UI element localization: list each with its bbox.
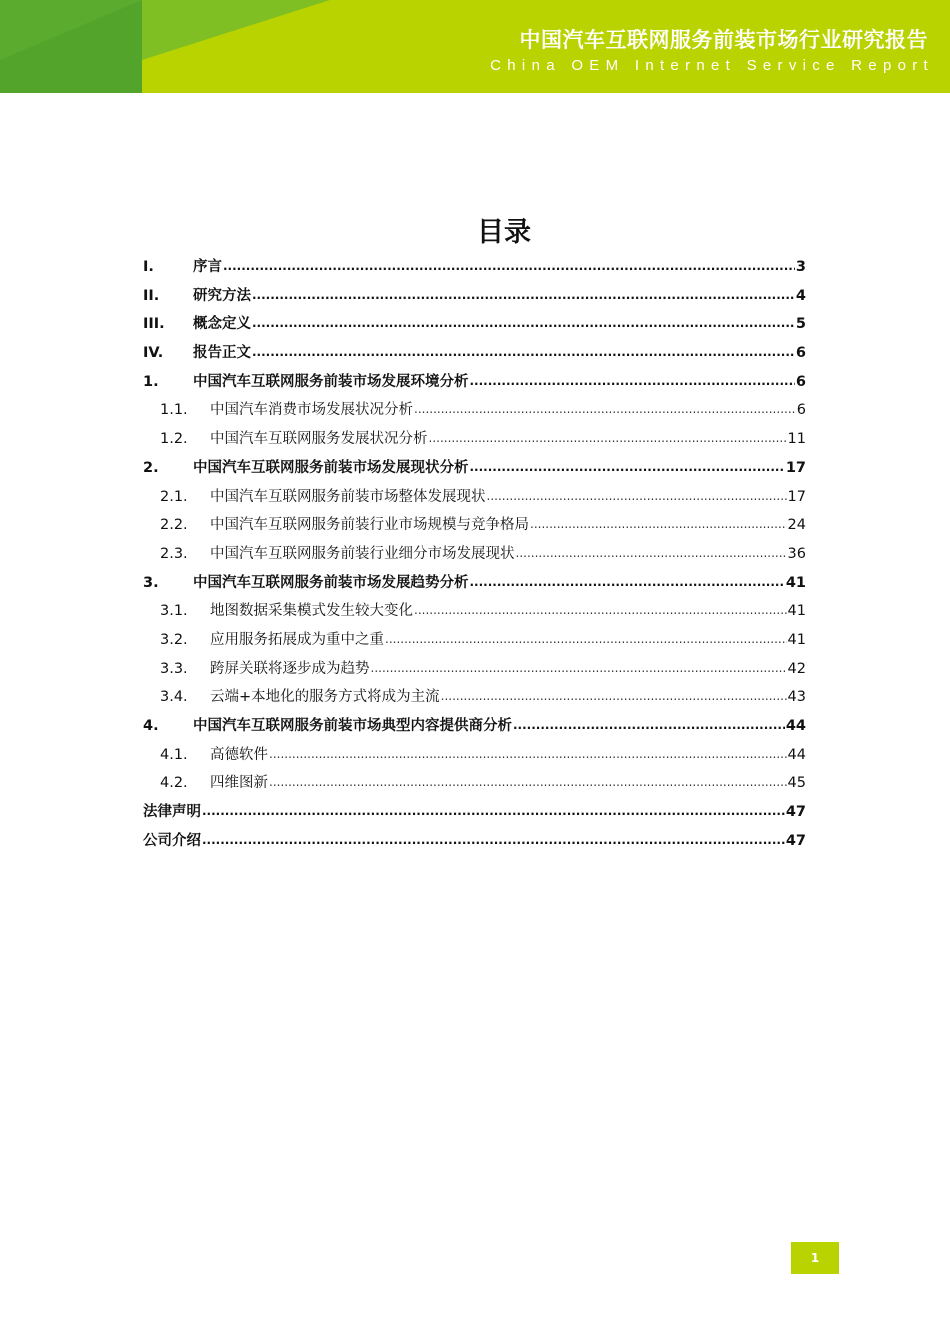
report-subtitle: China OEM Internet Service Report (490, 57, 934, 74)
table-of-contents (143, 253, 806, 855)
toc-entry[interactable]: IV. 报告正文 ..... 6 (143, 339, 806, 368)
toc-subentry[interactable]: 3.1. 地图数据采集模式发生较大变化 ..... 41 (143, 597, 806, 626)
toc-subentry[interactable]: 3.3. 跨屏关联将逐步成为趋势 ..... 42 (143, 655, 806, 684)
toc-subentry[interactable]: 3.4. 云端+本地化的服务方式将成为主流 ..... 43 (143, 683, 806, 712)
page-number-badge: 1 (791, 1242, 839, 1274)
toc-entry[interactable]: 2. 中国汽车互联网服务前装市场发展现状分析 ..... 17 (143, 454, 806, 483)
toc-subentry[interactable]: 3.2. 应用服务拓展成为重中之重 ..... 41 (143, 626, 806, 655)
toc-subentry[interactable]: 1.1. 中国汽车消费市场发展状况分析 ..... 6 (143, 396, 806, 425)
toc-subentry[interactable]: 1.2. 中国汽车互联网服务发展状况分析 ..... 11 (143, 425, 806, 454)
toc-entry[interactable]: I. 序言 ..... 3 (143, 253, 806, 282)
toc-entry[interactable]: III. 概念定义 ..... 5 (143, 310, 806, 339)
toc-subentry[interactable]: 2.2. 中国汽车互联网服务前装行业市场规模与竞争格局 ..... 24 (143, 511, 806, 540)
page-header (0, 0, 950, 93)
toc-entry[interactable]: 4. 中国汽车互联网服务前装市场典型内容提供商分析 ..... 44 (143, 712, 806, 741)
toc-entry[interactable]: 3. 中国汽车互联网服务前装市场发展趋势分析 ..... 41 (143, 569, 806, 598)
toc-subentry[interactable]: 4.2. 四维图新 ..... 45 (143, 769, 806, 798)
toc-subentry[interactable]: 2.1. 中国汽车互联网服务前装市场整体发展现状 ..... 17 (143, 483, 806, 512)
toc-subentry[interactable]: 4.1. 高德软件 ..... 44 (143, 741, 806, 770)
report-title: 中国汽车互联网服务前装市场行业研究报告 (519, 28, 928, 52)
toc-entry-legal[interactable]: 法律声明 ..... 47 (143, 798, 806, 827)
toc-entry[interactable]: 1. 中国汽车互联网服务前装市场发展环境分析 ..... 6 (143, 368, 806, 397)
toc-title: 目录 (477, 217, 531, 248)
toc-subentry[interactable]: 2.3. 中国汽车互联网服务前装行业细分市场发展现状 ..... 36 (143, 540, 806, 569)
toc-entry[interactable]: II. 研究方法 ..... 4 (143, 282, 806, 311)
toc-entry-company[interactable]: 公司介绍 ..... 47 (143, 827, 806, 856)
